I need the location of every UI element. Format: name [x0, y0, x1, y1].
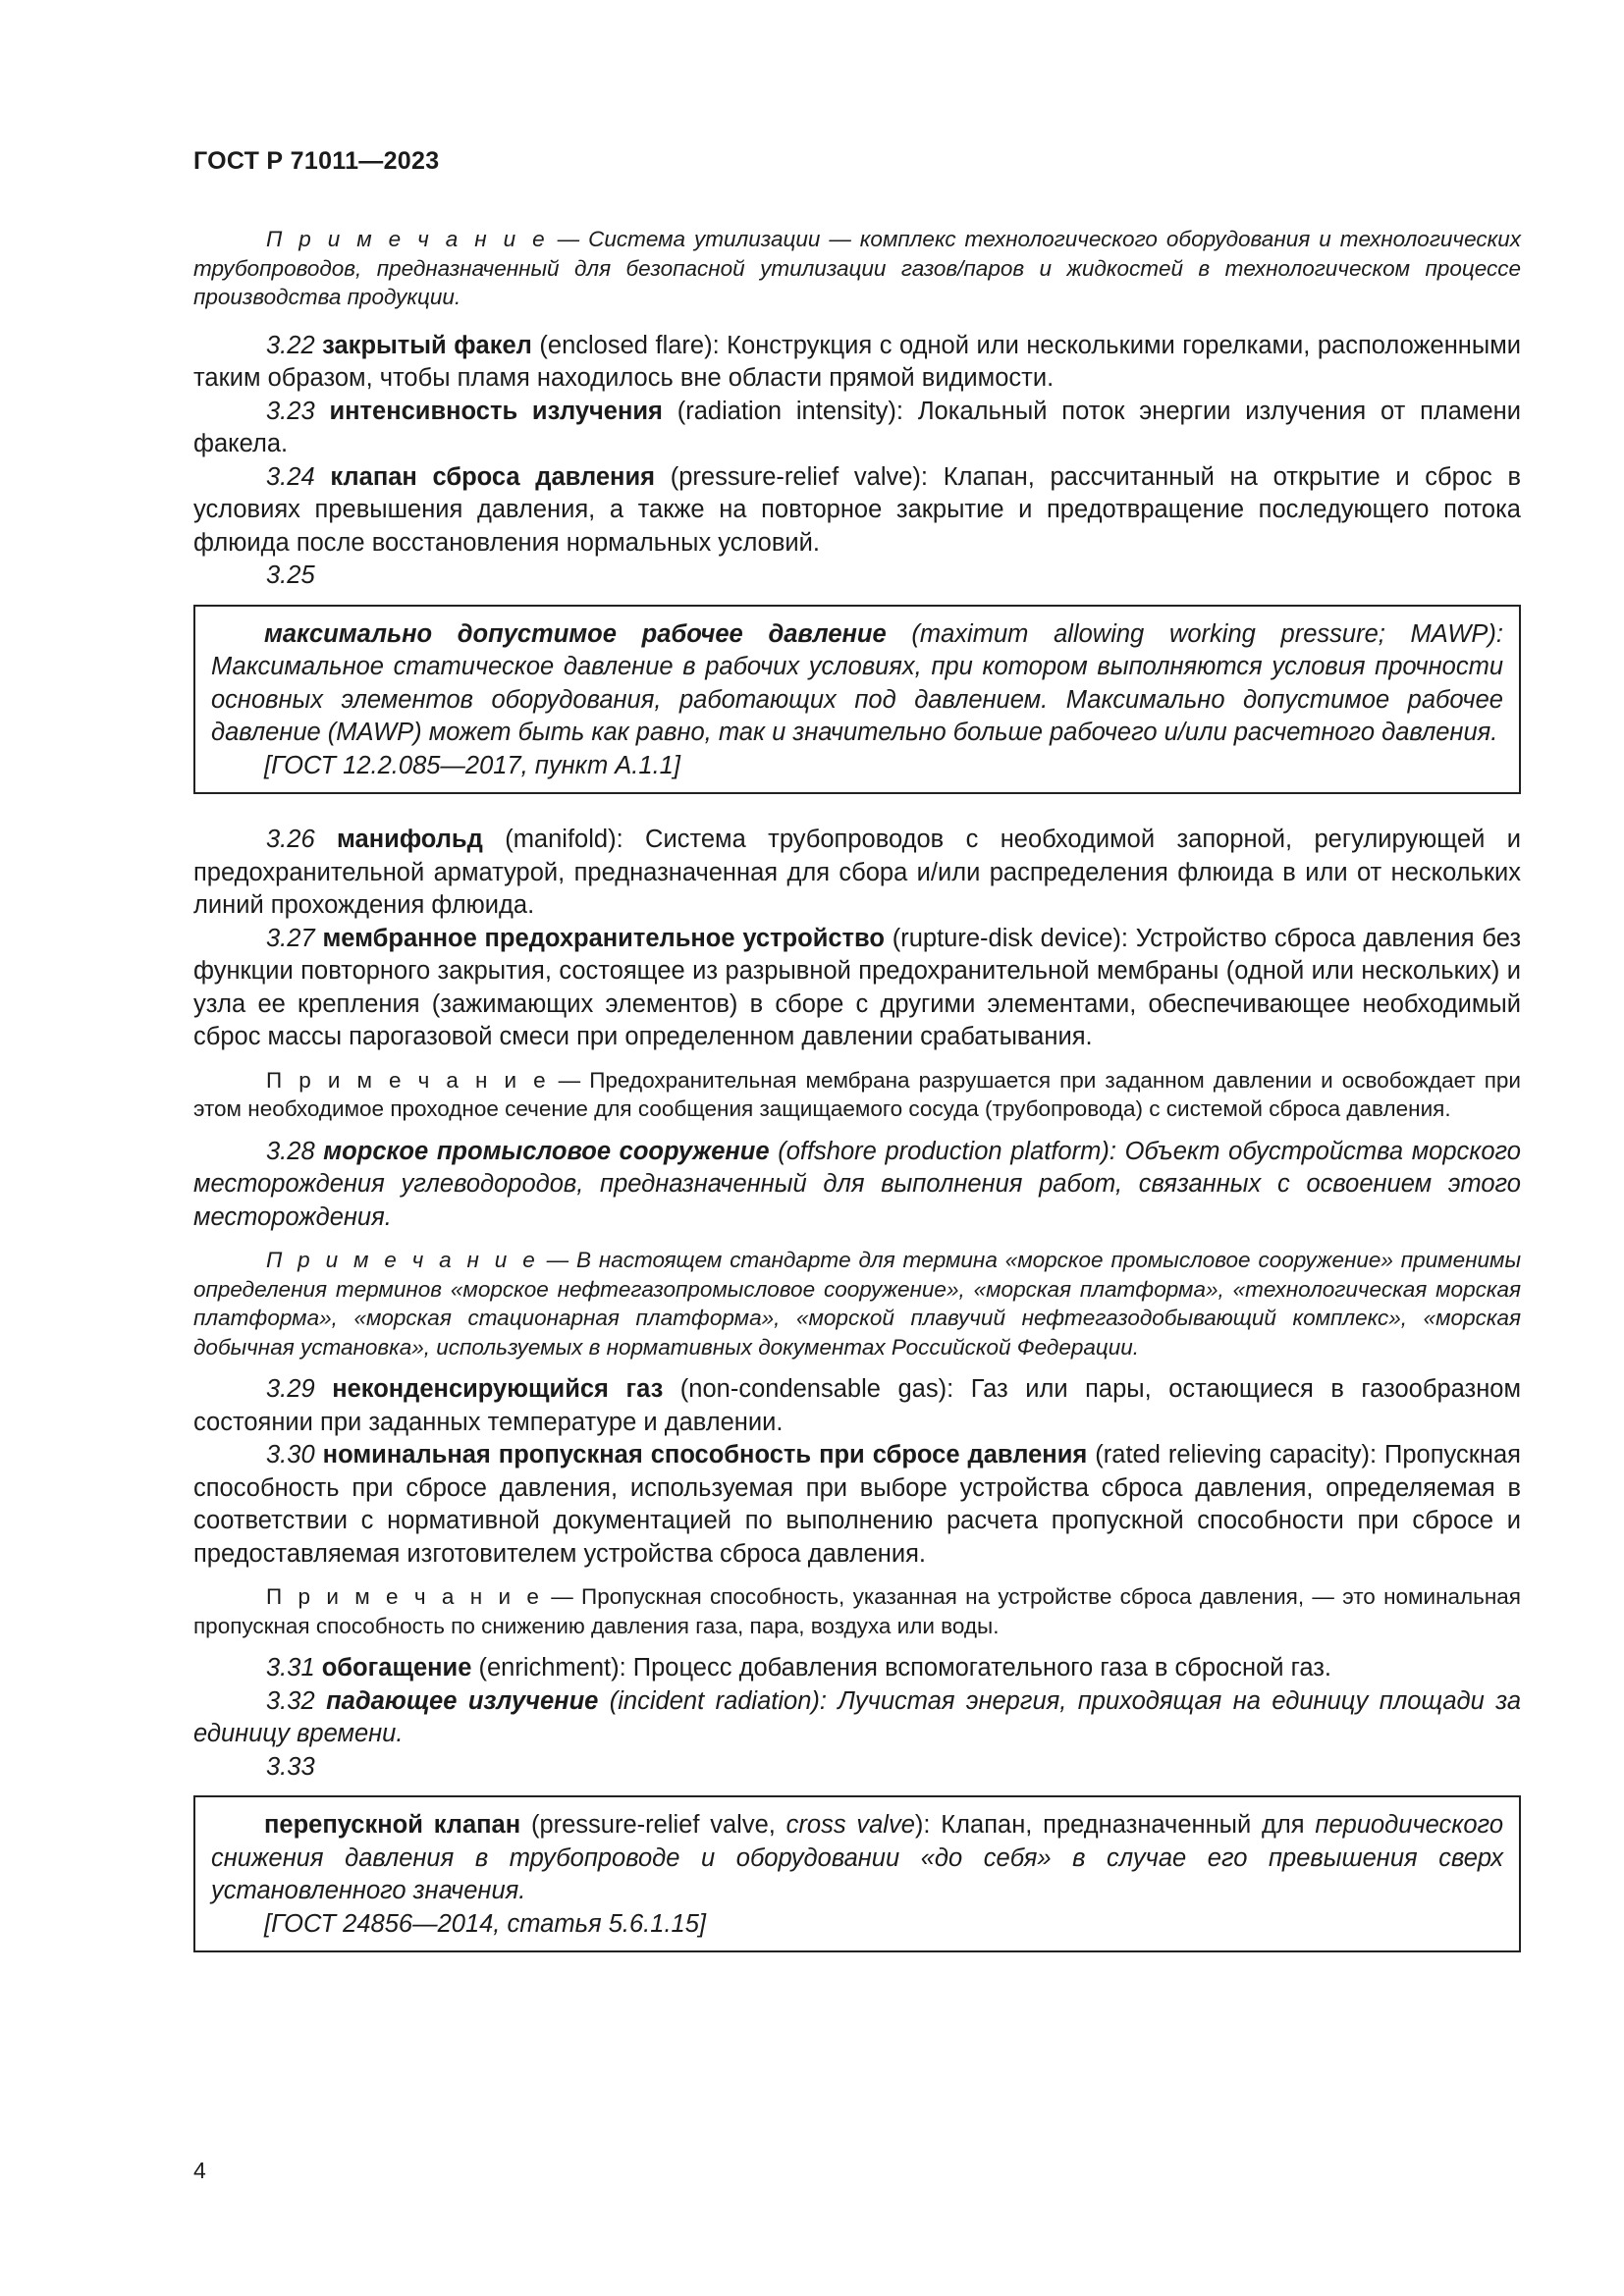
- term-title: обогащение: [321, 1654, 472, 1682]
- term-definition: Пропускная способность при сбросе давления, используемая при выборе устройства сброса давления, определяемая в соответствии с нормативной документацией по выполнению расчета пропускной способности при сбросе и предоставляемая изготовителем устройства сброса давления.: [193, 1441, 1521, 1568]
- term-3-33-number: [193, 1751, 1521, 1785]
- term-number: 3.24: [266, 462, 315, 491]
- term-3-25-frame: [193, 605, 1521, 795]
- note-rupture-membrane: [193, 1066, 1521, 1124]
- term-3-31: [193, 1652, 1521, 1685]
- term-number: 3.26: [266, 826, 315, 853]
- term-english: (pressure-relief valve): [655, 462, 921, 491]
- term-title: мембранное предохранительное устройство: [322, 924, 885, 952]
- page-number: 4: [193, 2158, 206, 2183]
- term-title: максимально допустимое рабочее давление: [264, 619, 887, 648]
- term-title: неконденсирующийся газ: [332, 1375, 664, 1403]
- term-english: (rupture-disk device): [884, 924, 1121, 952]
- term-definition: : Клапан, рассчитанный на открытие и сброс в условиях превышения давления, а также на повторное закрытие и предотвращение последующего потока флюида после восстановления нормальных условий.: [193, 462, 1522, 557]
- note-rated-capacity: [193, 1582, 1521, 1640]
- note-label: П р и м е ч а н и е: [266, 227, 549, 251]
- term-number: 3.33: [266, 1752, 315, 1781]
- term-english: (enrichment): [471, 1654, 620, 1682]
- term-number: 3.29: [266, 1375, 315, 1403]
- term-source-reference: [ГОСТ 12.2.085—2017, пункт А.1.1]: [264, 751, 680, 779]
- term-3-33: [211, 1809, 1503, 1908]
- term-number: 3.30: [266, 1441, 315, 1468]
- term-3-33-frame: [193, 1795, 1521, 1952]
- term-3-23: [193, 396, 1521, 461]
- term-definition: : Конструкция с одной или несколькими горелками, расположенными таким образом, чтобы пламя находилось вне области прямой видимости.: [193, 331, 1521, 392]
- term-definition: периодического снижения давления в трубопроводе и оборудовании «до себя» в случае его превышения сверх установленного значения.: [211, 1811, 1503, 1904]
- term-definition: : Система трубопроводов с необходимой запорной, регулирующей и предохранительной арматурой, предназначенная для сбора и/или распределения флюида в или от нескольких линий прохождения флюида.: [193, 826, 1521, 919]
- term-english: (maximum allowing working pressure; MAWP):: [886, 619, 1503, 648]
- document-code-header: ГОСТ Р 71011—2023: [193, 147, 440, 175]
- term-3-29: [193, 1373, 1521, 1439]
- term-title: морское промысловое сооружение: [323, 1137, 770, 1165]
- term-number: 3.27: [266, 924, 315, 952]
- term-number: 3.31: [266, 1654, 315, 1682]
- term-number: 3.32: [266, 1686, 315, 1715]
- term-english: (offshore production platform):: [769, 1137, 1116, 1165]
- term-3-25-number: [193, 560, 1521, 593]
- term-3-28: [193, 1136, 1521, 1235]
- term-3-24: [193, 461, 1521, 561]
- note-label: П р и м е ч а н и е: [266, 1067, 550, 1093]
- note-text: — Пропускная способность, указанная на устройстве сброса давления, — это номинальная пропускная способность по снижению давления газа, пара, воздуха или воды.: [193, 1584, 1521, 1638]
- note-text: — Предохранительная мембрана разрушается при заданном давлении и освобождает при этом необходимое проходное сечение для сообщения защищаемого сосуда (трубопровода) с системой сброса давления.: [193, 1067, 1521, 1121]
- term-title: перепускной клапан: [264, 1811, 521, 1839]
- term-3-26: [193, 824, 1521, 923]
- term-number: 3.22: [266, 331, 315, 359]
- note-text: — Система утилизации — комплекс технологического оборудования и технологических трубопроводов, предназначенный для безопасной утилизации газов/паров и жидкостей в технологическом процессе производства продукции.: [193, 227, 1521, 309]
- term-definition: : Локальный поток энергии излучения от пламени факела.: [193, 397, 1521, 457]
- term-english: (radiation intensity): [662, 397, 896, 425]
- note-label: П р и м е ч а н и е: [266, 1248, 539, 1272]
- term-definition-lead: ): Клапан, предназначенный для: [914, 1811, 1316, 1839]
- term-title: падающее излучение: [326, 1686, 599, 1715]
- term-3-25: [211, 618, 1503, 750]
- term-english: (non-condensable gas): [663, 1375, 947, 1403]
- term-3-32: [193, 1685, 1521, 1751]
- term-title: клапан сброса давления: [330, 462, 656, 491]
- term-definition: : Устройство сброса давления без функции повторного закрытия, состоящее из разрывной предохранительной мембраны (одной или нескольких) и узла ее крепления (зажимающих элементов) в сборе с другими элементами, обеспечивающее необходимый сброс массы парогазовой смеси при определенном давлении срабатывания.: [193, 924, 1522, 1050]
- term-number: 3.25: [266, 561, 315, 589]
- term-title: закрытый факел: [322, 331, 532, 359]
- term-english-alt: cross valve: [785, 1811, 915, 1839]
- term-definition: Максимальное статическое давление в рабочих условиях, при котором выполняются условия прочности основных элементов оборудования, работающих под давлением. Максимально допустимое рабочее давление (MAWP) может быть как равно, так и значительно больше рабочего и/или расчетного давления.: [211, 653, 1503, 746]
- term-3-22: [193, 330, 1521, 396]
- term-title: интенсивность излучения: [329, 397, 663, 425]
- term-title: номинальная пропускная способность при сбросе давления: [322, 1441, 1088, 1468]
- term-definition: Объект обустройства морского месторождения углеводородов, предназначенный для выполнения работ, связанных с освоением этого месторождения.: [193, 1137, 1521, 1231]
- note-utilization-system: [193, 225, 1521, 312]
- note-offshore-platform: [193, 1246, 1521, 1362]
- term-3-27: [193, 923, 1521, 1054]
- note-text: — В настоящем стандарте для термина «морское промысловое сооружение» применимы определения терминов «морское нефтегазопромысловое сооружение», «морская платформа», «технологическая морская платформа», «морская стационарная платформа», «морской плавучий нефтегазодобывающий комплекс», «морская добычная установка», используемых в нормативных документах Российской Федерации.: [193, 1248, 1521, 1360]
- term-3-30: [193, 1439, 1521, 1571]
- term-definition: : Газ или пары, остающиеся в газообразном состоянии при заданных температуре и давлении.: [193, 1375, 1522, 1436]
- page-content: [193, 225, 1521, 1952]
- term-definition: Лучистая энергия, приходящая на единицу площади за единицу времени.: [193, 1686, 1522, 1747]
- term-english: (pressure-relief valve,: [520, 1811, 786, 1839]
- term-source-reference: [ГОСТ 24856—2014, статья 5.6.1.15]: [264, 1909, 706, 1938]
- term-english: (incident radiation):: [598, 1686, 827, 1715]
- term-number: 3.23: [266, 397, 315, 425]
- term-english: (rated relieving capacity):: [1087, 1441, 1378, 1468]
- term-number: 3.28: [266, 1137, 315, 1165]
- term-definition: : Процесс добавления вспомогательного газа в сбросной газ.: [619, 1654, 1332, 1682]
- term-english: (manifold): [482, 826, 617, 853]
- term-english: (enclosed flare): [531, 331, 713, 359]
- term-title: манифольд: [337, 826, 483, 853]
- note-label: П р и м е ч а н и е: [266, 1584, 543, 1609]
